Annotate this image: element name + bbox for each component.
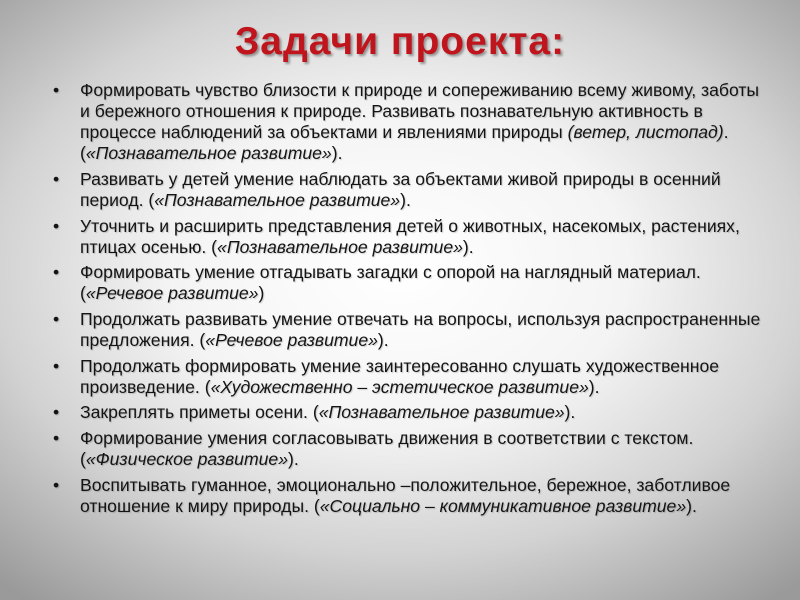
task-text-end: ). (331, 143, 343, 164)
task-text-end: ). (564, 402, 576, 423)
task-item (53, 216, 765, 258)
bullet-icon: • (53, 80, 60, 100)
task-text-end: ). (462, 236, 474, 257)
task-development-area: «Познавательное развитие» (217, 236, 463, 257)
task-development-area: «Физическое развитие» (85, 449, 288, 469)
task-text: Формирование умения согласовывать движения в соответствии с текстом. ( (80, 427, 694, 469)
bullet-icon: • (53, 355, 60, 376)
task-text: Продолжать развивать умение отвечать на вопросы, используя распространенные предложения. ( (80, 308, 761, 351)
task-text-end: ). (686, 495, 697, 516)
task-text-end: ). (377, 330, 389, 351)
task-item (53, 80, 765, 164)
task-text-end: ) (258, 283, 265, 304)
bullet-icon: • (53, 168, 60, 189)
task-item (53, 309, 765, 351)
task-development-area: «Художественно – эстетическое развитие» (210, 376, 589, 397)
bullet-icon: • (53, 402, 60, 423)
task-item (53, 262, 765, 304)
task-text-end: ). (400, 189, 411, 210)
task-development-area: «Речевое развитие» (205, 330, 378, 351)
task-item (53, 169, 765, 211)
task-text: Закреплять приметы осени. ( (80, 402, 319, 423)
task-text: Воспитывать гуманное, эмоционально –положительное, бережное, заботливое отношение к миру природы. ( (80, 474, 731, 516)
task-example-note: (ветер, листопад) (567, 122, 724, 143)
task-text: Уточнить и расширить представления детей о животных, насекомых, растениях, птицах осенью. ( (80, 215, 740, 257)
task-development-area: «Речевое развитие» (85, 283, 259, 304)
task-list (53, 80, 765, 521)
task-item (53, 475, 765, 517)
bullet-icon: • (53, 308, 60, 329)
task-text-end: ). (287, 449, 299, 469)
bullet-icon: • (53, 474, 60, 495)
task-development-area: «Социально – коммуникативное развитие» (319, 495, 687, 516)
task-text-suffix: . ( (80, 122, 729, 164)
task-development-area: «Познавательное развитие» (154, 189, 401, 210)
bullet-icon: • (53, 262, 60, 283)
bullet-icon: • (53, 215, 60, 236)
bullet-icon: • (53, 427, 60, 448)
task-development-area: «Познавательное развитие» (318, 402, 565, 423)
task-text: Развивать у детей умение наблюдать за объектами живой природы в осенний период. ( (80, 168, 721, 210)
task-item (53, 356, 765, 398)
task-text: Продолжать формировать умение заинтересованно слушать художественное произведение. ( (80, 355, 720, 397)
task-text: Формировать умение отгадывать загадки с опорой на наглядный материал. ( (80, 262, 701, 304)
task-item (53, 402, 765, 423)
slide-title: Задачи проекта: (234, 20, 566, 63)
task-item (53, 428, 765, 470)
task-text: Формировать чувство близости к природе и сопереживанию всему живому, заботы и бережного отношения к природе. Развивать познавательную активность в процессе наблюдений за объектами и явлениями природы (80, 80, 760, 143)
task-text-end: ). (588, 376, 600, 397)
task-development-area: «Познавательное развитие» (85, 143, 332, 164)
